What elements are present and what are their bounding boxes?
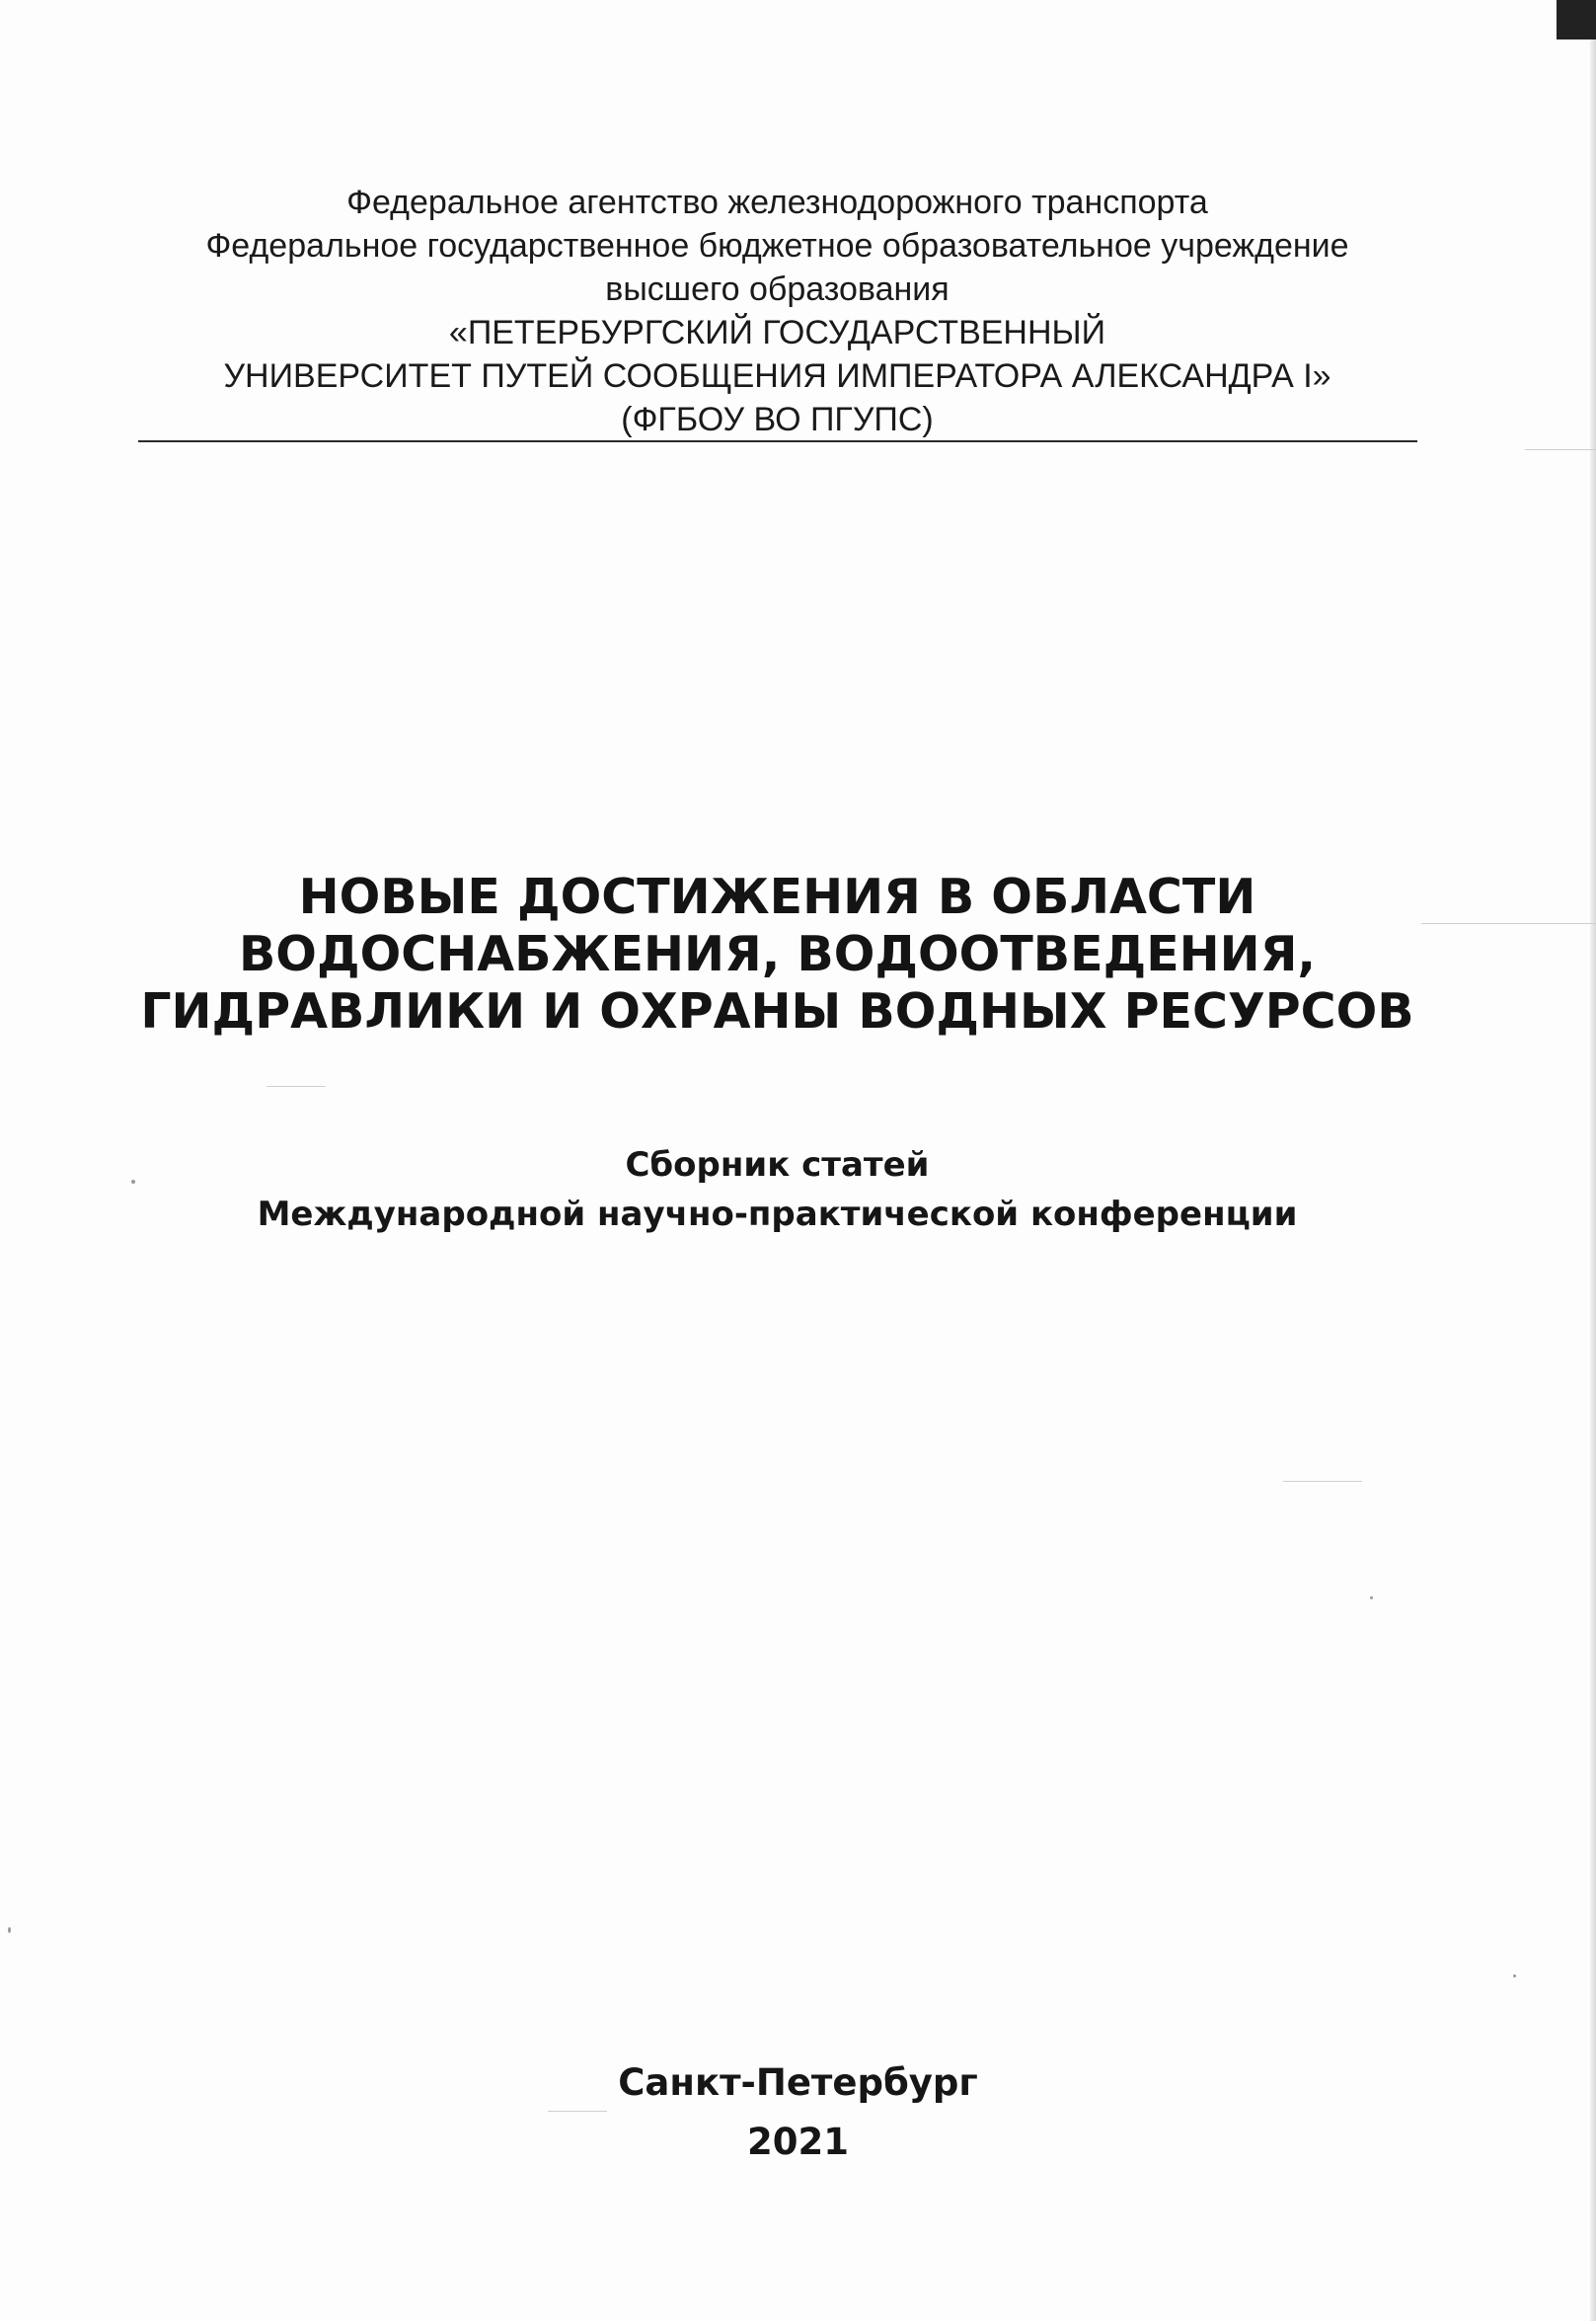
title-line-3: ГИДРАВЛИКИ И ОХРАНЫ ВОДНЫХ РЕСУРСОВ — [140, 983, 1414, 1040]
scan-speck — [1513, 1974, 1516, 1977]
institution-header — [138, 181, 1416, 441]
document-title — [118, 869, 1436, 1041]
title-line-2: ВОДОСНАБЖЕНИЯ, ВОДООТВЕДЕНИЯ, — [238, 926, 1317, 982]
scan-corner-mark — [1557, 0, 1596, 39]
subtitle-line-2: Международной научно-практической конференции — [257, 1195, 1298, 1234]
scan-artifact-line — [1421, 923, 1596, 924]
scan-artifact-line — [266, 1086, 326, 1087]
scan-artifact-line — [1283, 1481, 1362, 1482]
header-line-agency: Федеральное агентство железнодорожного транспорта — [346, 184, 1208, 221]
title-line-1: НОВЫЕ ДОСТИЖЕНИЯ В ОБЛАСТИ — [298, 869, 1256, 925]
scan-artifact-line — [1525, 449, 1596, 450]
header-line-institution-type: Федеральное государственное бюджетное образовательное учреждение — [205, 227, 1349, 265]
publication-info — [494, 2053, 1102, 2172]
publication-year: 2021 — [747, 2121, 849, 2163]
header-line-abbreviation: (ФГБОУ ВО ПГУПС) — [621, 401, 934, 438]
scan-speck — [131, 1180, 135, 1184]
header-divider — [138, 440, 1417, 442]
scan-speck — [8, 1927, 11, 1933]
header-line-education-level: высшего образования — [605, 271, 950, 308]
header-line-university-name-2: УНИВЕРСИТЕТ ПУТЕЙ СООБЩЕНИЯ ИМПЕРАТОРА АЛЕКСАНДРА I» — [223, 357, 1331, 395]
scan-speck — [1370, 1596, 1373, 1599]
scan-edge — [1590, 0, 1596, 2321]
subtitle-line-1: Сборник статей — [625, 1145, 930, 1185]
header-line-university-name-1: «ПЕТЕРБУРГСКИЙ ГОСУДАРСТВЕННЫЙ — [448, 314, 1106, 351]
publication-city: Санкт-Петербург — [618, 2061, 978, 2104]
document-subtitle — [118, 1140, 1436, 1239]
